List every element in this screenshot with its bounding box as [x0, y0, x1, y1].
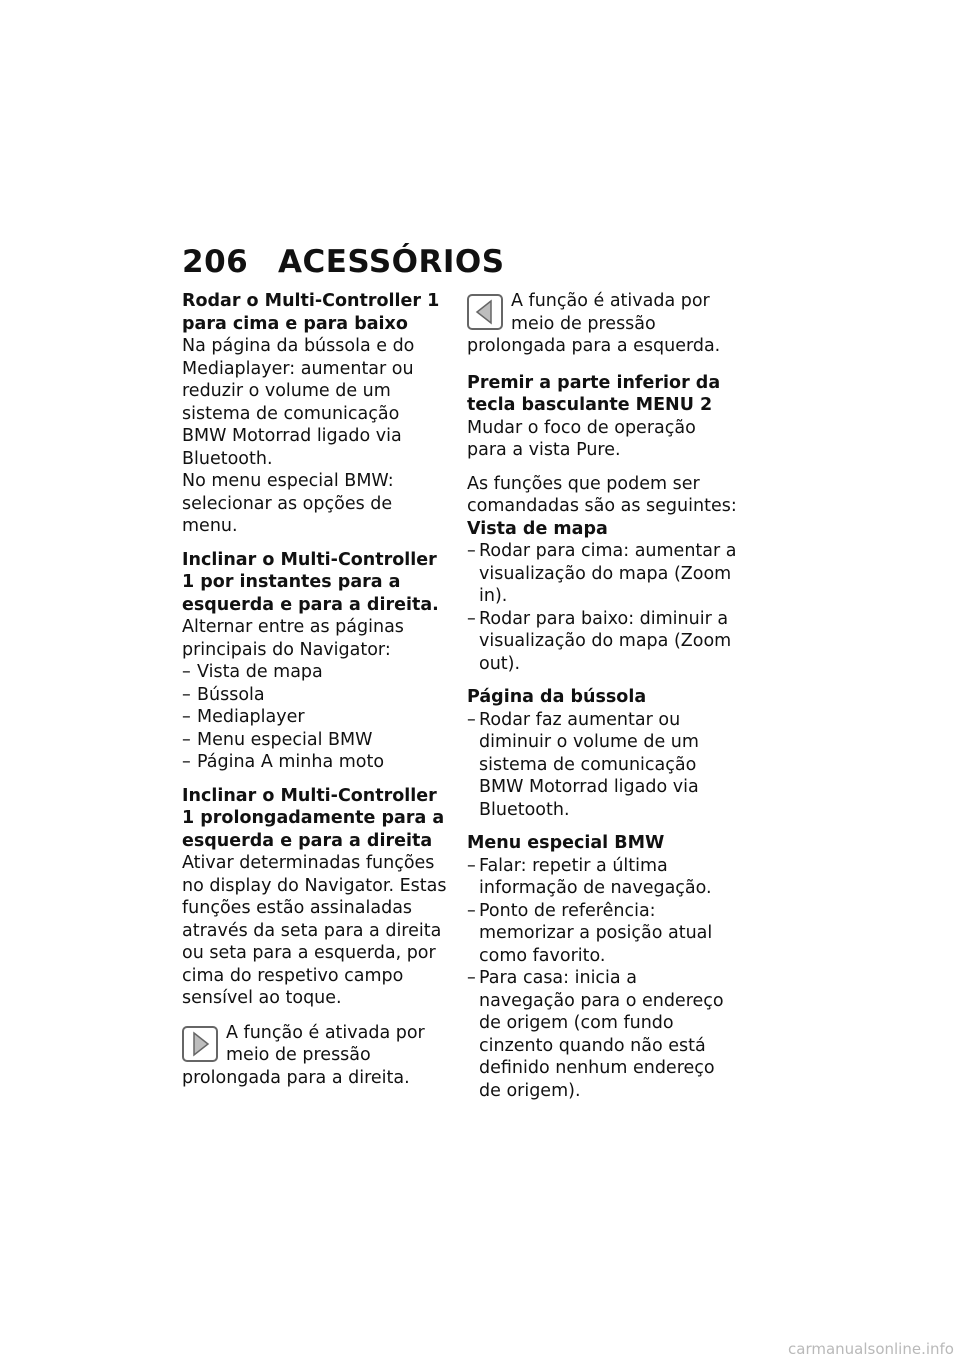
section-heading: Inclinar o Multi-Controller 1 por instantes para a esquerda e para a direita.: [182, 549, 439, 615]
page-header: [182, 244, 505, 280]
list-item: – Rodar para baixo: diminuir a visualização do mapa (Zoom out).: [467, 608, 737, 676]
compass-list: [467, 709, 737, 822]
list-item: – Falar: repetir a última informação de navegação.: [467, 855, 737, 900]
section-bmw-menu: [467, 832, 737, 1102]
section-heading: Menu especial BMW: [467, 833, 665, 853]
list-item: – Menu especial BMW: [182, 729, 448, 752]
section-heading: Rodar o Multi-Controller 1 para cima e para baixo: [182, 291, 440, 334]
note-text: A função é ativada por meio de pressão prolongada para a direita.: [182, 1022, 425, 1088]
paragraph: Ativar determinadas funções no display do Navigator. Estas funções estão assinaladas através da seta para a direita ou seta para a esquerda, por cima do respetivo campo sensível ao toque.: [182, 853, 447, 1008]
list-item: – Bússola: [182, 684, 448, 707]
section-compass: [467, 686, 737, 821]
list-item: – Página A minha moto: [182, 751, 448, 774]
pages-list: [182, 661, 448, 774]
section-menu-key: [467, 372, 737, 462]
list-item: – Rodar faz aumentar ou diminuir o volume de um sistema de comunicação BMW Motorrad ligado via Bluetooth.: [467, 709, 737, 822]
watermark: carmanualsonline.info: [788, 1340, 954, 1358]
paragraph: As funções que podem ser comandadas são as seguintes:: [467, 473, 737, 516]
section-tilt-long: [182, 785, 448, 1010]
map-view-list: [467, 540, 737, 675]
paragraph: Na página da bússola e do Mediaplayer: aumentar ou reduzir o volume de um sistema de comunicação BMW Motorrad ligado via Bluetooth.: [182, 336, 415, 469]
section-heading: Vista de mapa: [467, 518, 608, 539]
paragraph: No menu especial BMW: selecionar as opções de menu.: [182, 471, 394, 536]
arrow-right-icon: [182, 1026, 218, 1062]
right-column: [467, 290, 737, 1113]
section-rotate: [182, 290, 448, 538]
chapter-title: ACESSÓRIOS: [278, 244, 505, 280]
section-map-view: [467, 473, 737, 676]
section-tilt-short: [182, 549, 448, 774]
paragraph: Mudar o foco de operação para a vista Pure.: [467, 417, 696, 460]
section-heading: Premir a parte inferior da tecla basculante MENU 2: [467, 372, 721, 415]
note-left: [467, 290, 737, 358]
list-item: – Mediaplayer: [182, 706, 448, 729]
list-item: – Ponto de referência: memorizar a posição atual como favorito.: [467, 900, 737, 968]
note-text: A função é ativada por meio de pressão prolongada para a esquerda.: [467, 291, 721, 356]
list-item: – Rodar para cima: aumentar a visualização do mapa (Zoom in).: [467, 540, 737, 608]
list-item: – Para casa: inicia a navegação para o endereço de origem (com fundo cinzento quando não está definido nenhum endereço de origem).: [467, 967, 737, 1102]
page-number: 206: [182, 244, 249, 280]
bmw-menu-list: [467, 855, 737, 1103]
note-right: [182, 1022, 448, 1090]
section-heading: Página da bússola: [467, 687, 647, 707]
list-item: – Vista de mapa: [182, 661, 448, 684]
left-column: [182, 290, 448, 1100]
paragraph: Alternar entre as páginas principais do Navigator:: [182, 617, 404, 660]
section-heading: Inclinar o Multi-Controller 1 prolongadamente para a esquerda e para a direita: [182, 785, 445, 851]
arrow-left-icon: [467, 294, 503, 330]
